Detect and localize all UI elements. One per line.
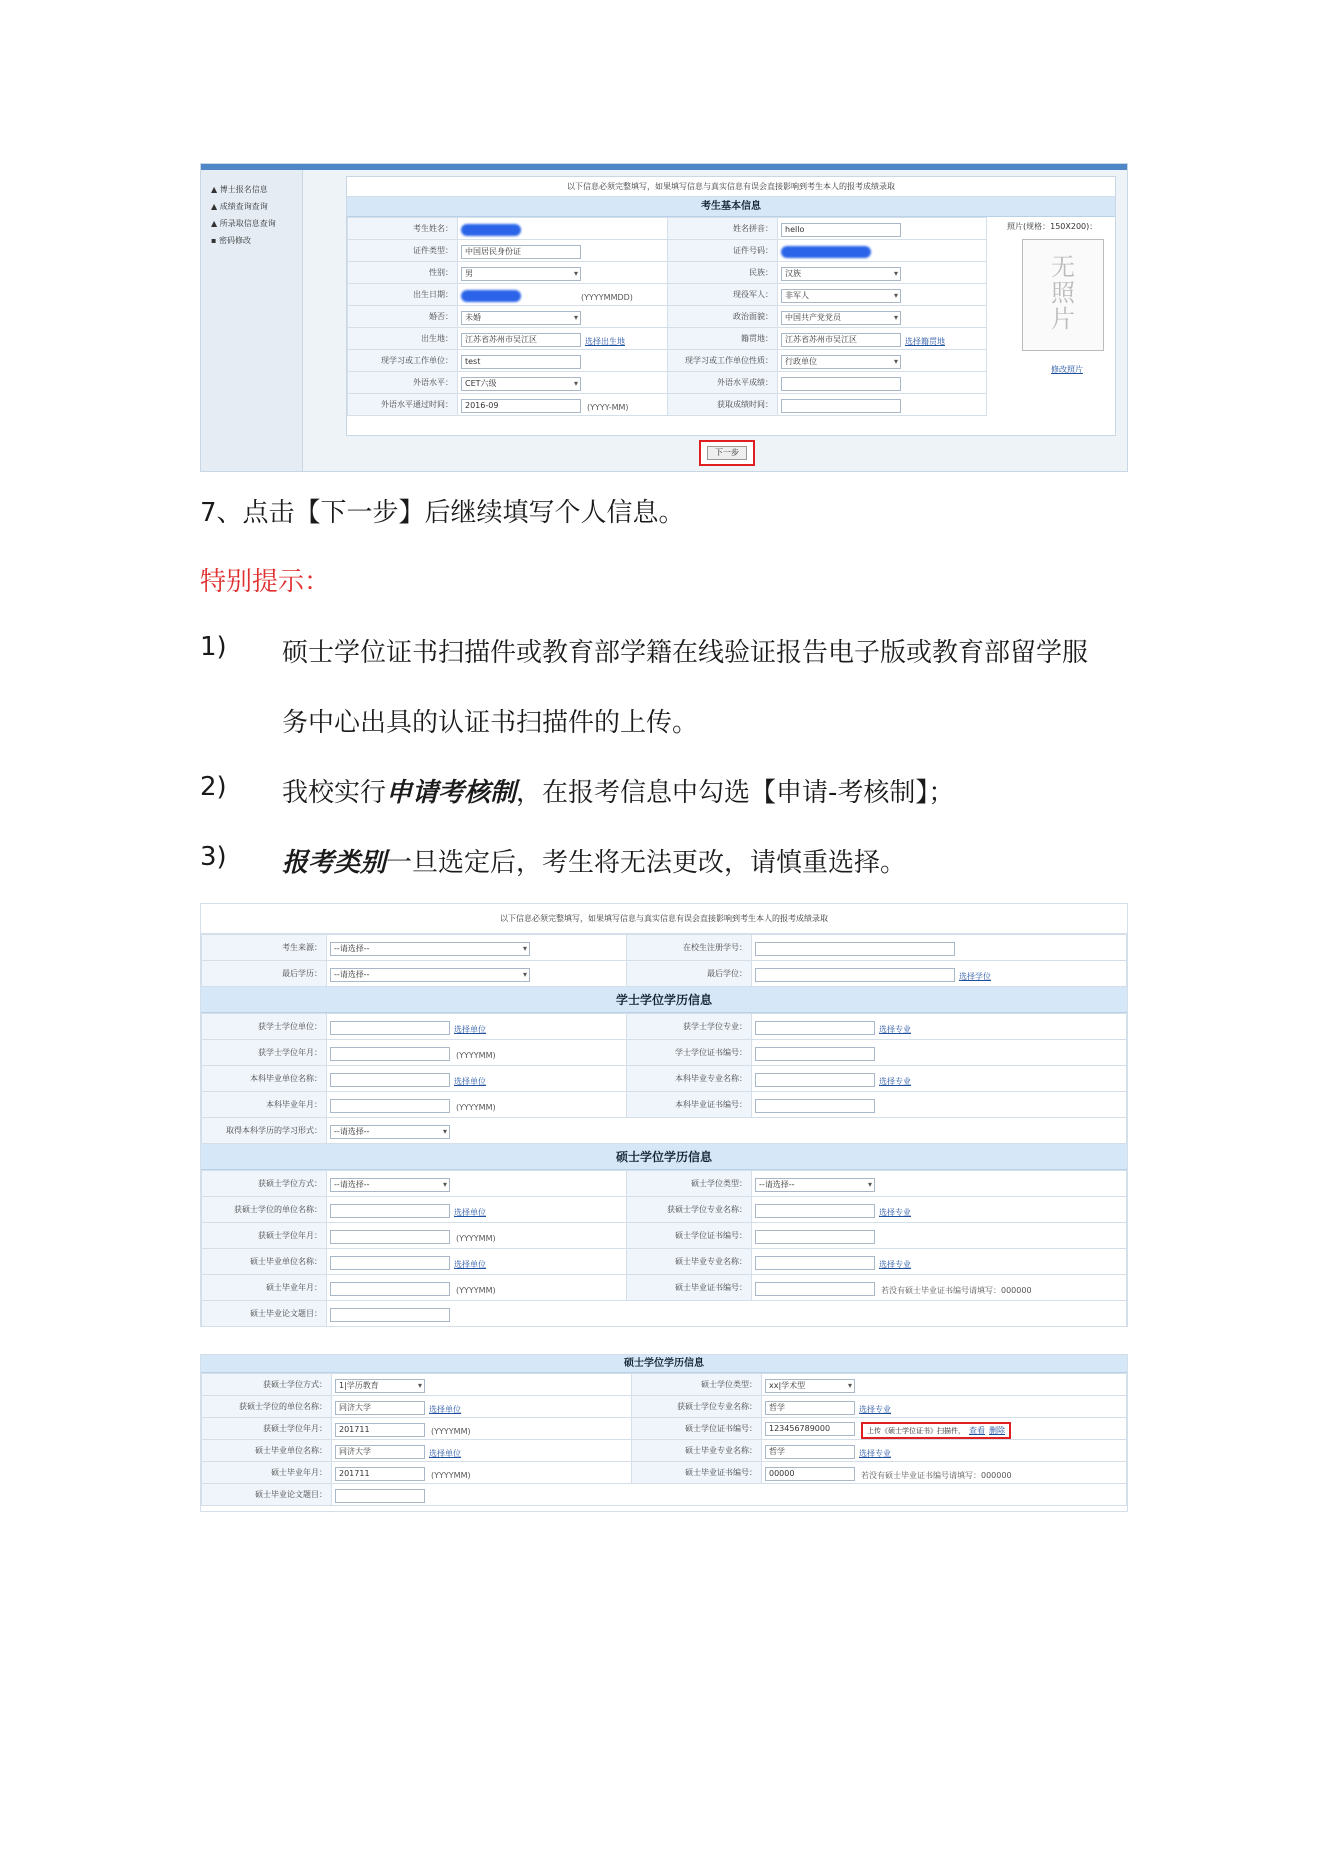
field-label: 本科毕业单位名称：: [202, 1066, 327, 1092]
field-label: 姓名拼音：: [668, 218, 778, 240]
field-label: 外语水平成绩：: [668, 372, 778, 394]
field-label: 外语水平：: [348, 372, 458, 394]
field-label: 硕士学位类型：: [627, 1171, 752, 1197]
field-label: 在校生注册学号：: [627, 935, 752, 961]
item2-post: ，在报考信息中勾选【申请-考核制】；: [516, 778, 955, 808]
item2-number: 2): [200, 772, 227, 802]
select-field[interactable]: --请选择-- ▾: [330, 968, 530, 982]
format-hint: (YYYYMM): [456, 1286, 496, 1295]
item1-line1: 硕士学位证书扫描件或教育部学籍在线验证报告电子版或教育部留学服: [282, 638, 1089, 668]
field-label: 政治面貌：: [668, 306, 778, 328]
notice-text-2: 以下信息必须完整填写，如果填写信息与真实信息有误会直接影响到考生本人的报考成绩录取: [201, 904, 1127, 934]
next-button[interactable]: 下一步: [707, 446, 747, 460]
input-field[interactable]: 00000: [765, 1467, 855, 1481]
field-label: 获硕士学位年月：: [202, 1223, 327, 1249]
input-field[interactable]: [330, 1099, 450, 1113]
field-label: 硕士学位类型：: [632, 1374, 762, 1396]
table-row: [348, 262, 987, 284]
redacted-value: [461, 224, 521, 236]
field-label: 本科毕业证书编号：: [627, 1092, 752, 1118]
format-hint: (YYYY-MM): [587, 403, 629, 412]
sidebar-item-score[interactable]: ▲ 成绩查询查询: [211, 202, 268, 211]
input-field[interactable]: 201711: [335, 1467, 425, 1481]
field-label: 证件号码：: [668, 240, 778, 262]
input-field[interactable]: [330, 1047, 450, 1061]
item1-line2: 务中心出具的认证书扫描件的上传。: [282, 708, 699, 738]
format-hint: (YYYYMMDD): [581, 293, 633, 302]
input-field[interactable]: 中国居民身份证: [461, 245, 581, 259]
input-field[interactable]: 江苏省苏州市吴江区: [461, 333, 581, 347]
field-label: 获硕士学位方式：: [202, 1374, 332, 1396]
input-field[interactable]: [330, 1308, 450, 1322]
table-row: [202, 961, 1127, 987]
step7-text: 7、点击【下一步】后继续填写个人信息。: [200, 498, 685, 528]
select-link[interactable]: 选择专业: [879, 1260, 911, 1269]
select-field[interactable]: xx|学术型 ▾: [765, 1379, 855, 1393]
table-row: [202, 1484, 1127, 1506]
table-row: [202, 1418, 1127, 1440]
field-label: 婚否：: [348, 306, 458, 328]
field-label: 籍贯地：: [668, 328, 778, 350]
field-label: 获硕士学位方式：: [202, 1171, 327, 1197]
field-label: 硕士毕业专业名称：: [632, 1440, 762, 1462]
select-link[interactable]: 选择专业: [879, 1077, 911, 1086]
extra-hint: 若没有硕士毕业证书编号请填写：000000: [861, 1471, 1012, 1480]
master-section-title: 硕士学位学历信息: [201, 1144, 1127, 1170]
table-row: [348, 350, 987, 372]
notice-text: 以下信息必须完整填写，如果填写信息与真实信息有误会直接影响到考生本人的报考成绩录取: [347, 177, 1115, 197]
field-label: 硕士学位证书编号：: [632, 1418, 762, 1440]
field-label: 硕士毕业证书编号：: [632, 1462, 762, 1484]
format-hint: (YYYYMM): [456, 1234, 496, 1243]
table-row: [202, 1374, 1127, 1396]
table-row: [202, 1040, 1127, 1066]
field-label: 获硕士学位专业名称：: [627, 1197, 752, 1223]
input-field[interactable]: [330, 1282, 450, 1296]
table-row: [202, 1223, 1127, 1249]
field-label: 硕士毕业年月：: [202, 1275, 327, 1301]
select-field[interactable]: --请选择-- ▾: [755, 1178, 875, 1192]
select-link[interactable]: 选择专业: [879, 1025, 911, 1034]
field-label: 硕士毕业论文题目：: [202, 1301, 327, 1327]
select-field[interactable]: 未婚 ▾: [461, 311, 581, 325]
select-link[interactable]: 选择籍贯地: [905, 337, 945, 346]
select-field[interactable]: 1|学历教育 ▾: [335, 1379, 425, 1393]
select-link[interactable]: 选择单位: [429, 1449, 461, 1458]
field-label: 获学士学位专业：: [627, 1014, 752, 1040]
field-label: 出生地：: [348, 328, 458, 350]
select-field[interactable]: --请选择-- ▾: [330, 942, 530, 956]
master-table: [201, 1170, 1127, 1327]
field-label: 考生姓名：: [348, 218, 458, 240]
section-title: 考生基本信息: [347, 197, 1115, 217]
input-field[interactable]: [330, 1021, 450, 1035]
field-label: 民族：: [668, 262, 778, 284]
field-label: 硕士毕业单位名称：: [202, 1249, 327, 1275]
table-row: [202, 1014, 1127, 1040]
item2-pre: 我校实行: [282, 778, 387, 808]
sidebar-item-admission[interactable]: ▲ 所录取信息查询: [211, 219, 276, 228]
input-field[interactable]: [781, 399, 901, 413]
field-label: 获学士学位单位：: [202, 1014, 327, 1040]
field-label: 证件类型：: [348, 240, 458, 262]
input-field[interactable]: [755, 1230, 875, 1244]
table-row: [348, 328, 987, 350]
master-filled-title: 硕士学位学历信息: [201, 1355, 1127, 1373]
input-field[interactable]: [330, 1256, 450, 1270]
select-field[interactable]: 行政单位 ▾: [781, 355, 901, 369]
select-field[interactable]: CET六级 ▾: [461, 377, 581, 391]
table-row: [202, 1301, 1127, 1327]
input-field[interactable]: [330, 1230, 450, 1244]
table-row: [202, 1092, 1127, 1118]
field-label: 考生来源：: [202, 935, 327, 961]
field-label: 现学习或工作单位性质：: [668, 350, 778, 372]
select-link[interactable]: 选择专业: [879, 1208, 911, 1217]
table-row: [348, 240, 987, 262]
item3-number: 3): [200, 842, 227, 872]
field-label: 本科毕业年月：: [202, 1092, 327, 1118]
field-label: 外语水平通过时间：: [348, 394, 458, 416]
table-row: [348, 394, 987, 416]
select-link[interactable]: 选择出生地: [585, 337, 625, 346]
item1-number: 1): [200, 632, 227, 662]
field-label: 现役军人：: [668, 284, 778, 306]
bachelor-section-title: 学士学位学历信息: [201, 987, 1127, 1013]
field-label: 本科毕业专业名称：: [627, 1066, 752, 1092]
table-row: [202, 1440, 1127, 1462]
delete-link[interactable]: 删除: [989, 1426, 1005, 1435]
field-label: 最后学位：: [627, 961, 752, 987]
select-link[interactable]: 选择单位: [454, 1077, 486, 1086]
input-field[interactable]: [755, 1073, 875, 1087]
redacted-value: [461, 290, 521, 302]
select-field[interactable]: 非军人 ▾: [781, 289, 901, 303]
photo-placeholder: 无 照 片: [1022, 239, 1104, 351]
input-field[interactable]: 201711: [335, 1423, 425, 1437]
field-label: 获学士学位年月：: [202, 1040, 327, 1066]
select-link[interactable]: 选择单位: [454, 1260, 486, 1269]
master-filled-table: [201, 1373, 1127, 1506]
table-row: [348, 284, 987, 306]
select-field[interactable]: --请选择-- ▾: [330, 1125, 450, 1139]
table-row: [202, 1275, 1127, 1301]
field-label: 硕士毕业年月：: [202, 1462, 332, 1484]
table-row: [202, 1197, 1127, 1223]
format-hint: (YYYYMM): [456, 1103, 496, 1112]
basic-info-form: [346, 176, 1116, 436]
field-label: 获硕士学位的单位名称：: [202, 1396, 332, 1418]
input-field[interactable]: [755, 1282, 875, 1296]
input-field[interactable]: [755, 1256, 875, 1270]
item2-bold: 申请考核制: [386, 778, 517, 808]
input-field[interactable]: [330, 1204, 450, 1218]
field-label: 现学习或工作单位：: [348, 350, 458, 372]
table-row: [348, 218, 987, 240]
modify-photo-link[interactable]: 修改照片: [1051, 365, 1083, 374]
table-row: [348, 306, 987, 328]
input-field[interactable]: [755, 942, 955, 956]
view-link[interactable]: 查看: [969, 1426, 985, 1435]
select-field[interactable]: 中国共产党党员 ▾: [781, 311, 901, 325]
table-row: [202, 935, 1127, 961]
field-label: 出生日期：: [348, 284, 458, 306]
format-hint: (YYYYMM): [431, 1471, 471, 1480]
item3-bold: 报考类别: [282, 848, 387, 878]
table-row: [202, 1171, 1127, 1197]
select-link[interactable]: 选择单位: [454, 1025, 486, 1034]
item2-text: [282, 772, 954, 809]
field-label: 获硕士学位专业名称：: [632, 1396, 762, 1418]
upload-link[interactable]: 上传《硕士学位证书》扫描件，: [867, 1427, 965, 1435]
extra-hint: 若没有硕士毕业证书编号请填写：000000: [881, 1286, 1032, 1295]
input-field[interactable]: [755, 1204, 875, 1218]
input-field[interactable]: 哲学: [765, 1445, 855, 1459]
input-field[interactable]: hello: [781, 223, 901, 237]
field-label: 硕士学位证书编号：: [627, 1223, 752, 1249]
field-label: 获硕士学位年月：: [202, 1418, 332, 1440]
field-label: 硕士毕业论文题目：: [202, 1484, 332, 1506]
input-field[interactable]: 江苏省苏州市吴江区: [781, 333, 901, 347]
table-row: [348, 372, 987, 394]
source-table: [201, 934, 1127, 987]
upload-highlight: [861, 1422, 1011, 1439]
field-label: 获硕士学位的单位名称：: [202, 1197, 327, 1223]
screenshot-education-info: [200, 903, 1128, 1327]
item3-text: [282, 842, 906, 879]
input-field[interactable]: 123456789000: [765, 1422, 855, 1436]
sidebar: [201, 170, 303, 472]
select-link[interactable]: 选择学位: [959, 972, 991, 981]
input-field[interactable]: [755, 1047, 875, 1061]
next-button-highlight: [699, 440, 755, 466]
input-field[interactable]: [330, 1073, 450, 1087]
photo-label: 照片(规格：150X200)：: [1007, 222, 1098, 231]
table-row: [202, 1118, 1127, 1144]
table-row: [202, 1066, 1127, 1092]
table-row: [202, 1249, 1127, 1275]
field-label: 硕士毕业单位名称：: [202, 1440, 332, 1462]
select-link[interactable]: 选择单位: [429, 1405, 461, 1414]
field-label: 性别：: [348, 262, 458, 284]
redacted-value: [781, 246, 871, 258]
select-field[interactable]: --请选择-- ▾: [330, 1178, 450, 1192]
field-label: 获取成绩时间：: [668, 394, 778, 416]
input-field[interactable]: [755, 1099, 875, 1113]
input-field[interactable]: 同济大学: [335, 1445, 425, 1459]
field-label: 硕士毕业专业名称：: [627, 1249, 752, 1275]
table-row: [202, 1396, 1127, 1418]
tip-title: 特别提示：: [200, 567, 331, 597]
input-field[interactable]: 哲学: [765, 1401, 855, 1415]
field-label: 硕士毕业证书编号：: [627, 1275, 752, 1301]
field-label: 学士学位证书编号：: [627, 1040, 752, 1066]
sidebar-item-password[interactable]: ▪ 密码修改: [211, 236, 251, 245]
input-field[interactable]: 2016-09: [461, 399, 581, 413]
input-field[interactable]: 同济大学: [335, 1401, 425, 1415]
select-link[interactable]: 选择专业: [859, 1405, 891, 1414]
format-hint: (YYYYMM): [431, 1427, 471, 1436]
select-field[interactable]: 汉族 ▾: [781, 267, 901, 281]
input-field[interactable]: [335, 1489, 425, 1503]
select-link[interactable]: 选择专业: [859, 1449, 891, 1458]
select-field[interactable]: 男 ▾: [461, 267, 581, 281]
top-bar: [201, 164, 1128, 170]
bachelor-table: [201, 1013, 1127, 1144]
select-link[interactable]: 选择单位: [454, 1208, 486, 1217]
item3-post: 一旦选定后，考生将无法更改，请慎重选择。: [386, 848, 907, 878]
input-field[interactable]: [755, 968, 955, 982]
field-label: 最后学历：: [202, 961, 327, 987]
input-field[interactable]: test: [461, 355, 581, 369]
input-field[interactable]: [755, 1021, 875, 1035]
input-field[interactable]: [781, 377, 901, 391]
screenshot-basic-info: [200, 163, 1128, 472]
format-hint: (YYYYMM): [456, 1051, 496, 1060]
basic-info-table: [347, 217, 987, 416]
table-row: [202, 1462, 1127, 1484]
screenshot-master-filled: [200, 1354, 1128, 1512]
sidebar-item-apply[interactable]: ▲ 博士报名信息: [211, 185, 268, 194]
field-label: 取得本科学历的学习形式：: [202, 1118, 327, 1144]
